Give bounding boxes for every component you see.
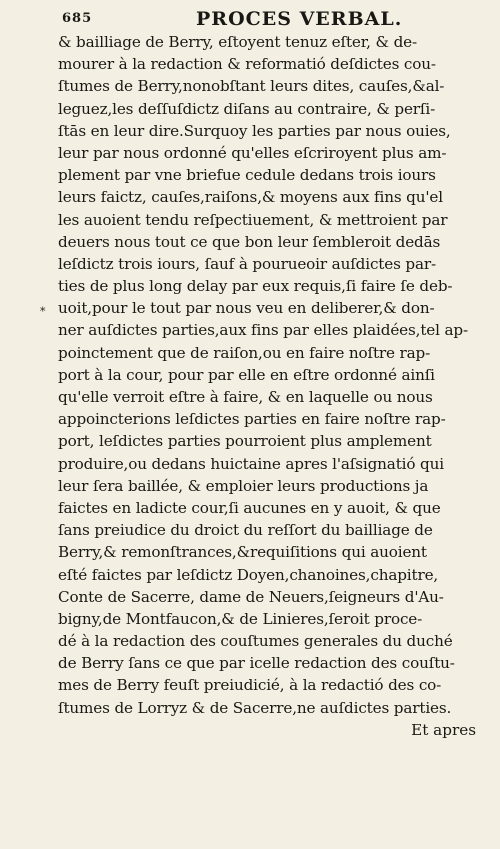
- text-line: de Berry ſans ce que par icelle redaction des couſtu-: [58, 654, 455, 673]
- text-line: plement par vne briefue cedule dedans trois iours: [58, 166, 436, 185]
- page-number: 685: [62, 11, 93, 26]
- text-line: mourer à la redaction & reformatió deſdictes cou-: [58, 55, 436, 74]
- text-line: leſdictz trois iours, ſauf à pourueoir auſdictes par-: [58, 254, 436, 273]
- text-line: dé à la redaction des couſtumes generales du duché: [58, 632, 453, 651]
- text-line: deuers nous tout ce que bon leur ſembleroit dedās: [58, 232, 441, 251]
- body-text: [58, 31, 484, 741]
- text-line: faictes en ladicte cour,ſi aucunes en y auoit, & que: [58, 498, 441, 517]
- text-line: eſté faictes par leſdictz Doyen,chanoines,chapitre,: [58, 565, 439, 584]
- text-line: ſtumes de Lorryz & de Sacerre,ne auſdictes parties.: [58, 698, 452, 717]
- text-line: ſtās en leur dire.Surquoy les parties par nous ouies,: [58, 121, 451, 140]
- running-title: PROCES VERBAL.: [196, 8, 403, 30]
- text-line: leguez,les deſſuſdictz diſans au contraire, & perſi-: [58, 99, 436, 118]
- text-line: ſans preiudice du droict du reſſort du bailliage de: [58, 521, 433, 540]
- text-line: & bailliage de Berry, eſtoyent tenuz eſter, & de-: [58, 33, 417, 51]
- margin-mark: *: [40, 305, 46, 318]
- text-line: qu'elle verroit eſtre à faire, & en laquelle ou nous: [58, 388, 433, 406]
- text-line: mes de Berry feuſt preiudicié, à la redactió des co-: [58, 676, 442, 695]
- text-line: leurs faictz, cauſes,raiſons,& moyens aux fins qu'el: [58, 188, 443, 207]
- text-line: ſtumes de Berry,nonobſtant leurs dites, cauſes,&al-: [58, 77, 445, 96]
- text-line: port, leſdictes parties pourroient plus amplement: [58, 432, 432, 451]
- text-line: leur par nous ordonné qu'elles eſcriroyent plus am-: [58, 143, 447, 162]
- text-line: ner auſdictes parties,aux fins par elles plaidées,tel ap-: [58, 321, 468, 340]
- text-line: poinctement que de raiſon,ou en faire noſtre rap-: [58, 343, 431, 362]
- text-line: leur ſera baillée, & emploier leurs productions ja: [58, 476, 429, 495]
- text-line: uoit,pour le tout par nous veu en deliberer,& don-: [58, 299, 435, 318]
- page-header: [58, 8, 478, 32]
- text-line: ties de plus long delay par eux requis,ſi faire ſe deb-: [58, 277, 453, 296]
- text-line: appoincterions leſdictes parties en faire noſtre rap-: [58, 410, 446, 429]
- text-line: bigny,de Montfaucon,& de Linieres,ſeroit proce-: [58, 609, 423, 628]
- catchword: Et apres: [411, 720, 476, 739]
- text-line: port à la cour, pour par elle en eſtre ordonné ainſi: [58, 365, 435, 384]
- text-line: produire,ou dedans huictaine apres l'aſsignatió qui: [58, 454, 444, 473]
- text-line: Berry,& remonſtrances,&requiſitions qui auoient: [58, 543, 427, 562]
- text-line: les auoient tendu reſpectiuement, & mettroient par: [58, 210, 448, 229]
- text-line: Conte de Sacerre, dame de Neuers,ſeigneurs d'Au-: [58, 587, 444, 606]
